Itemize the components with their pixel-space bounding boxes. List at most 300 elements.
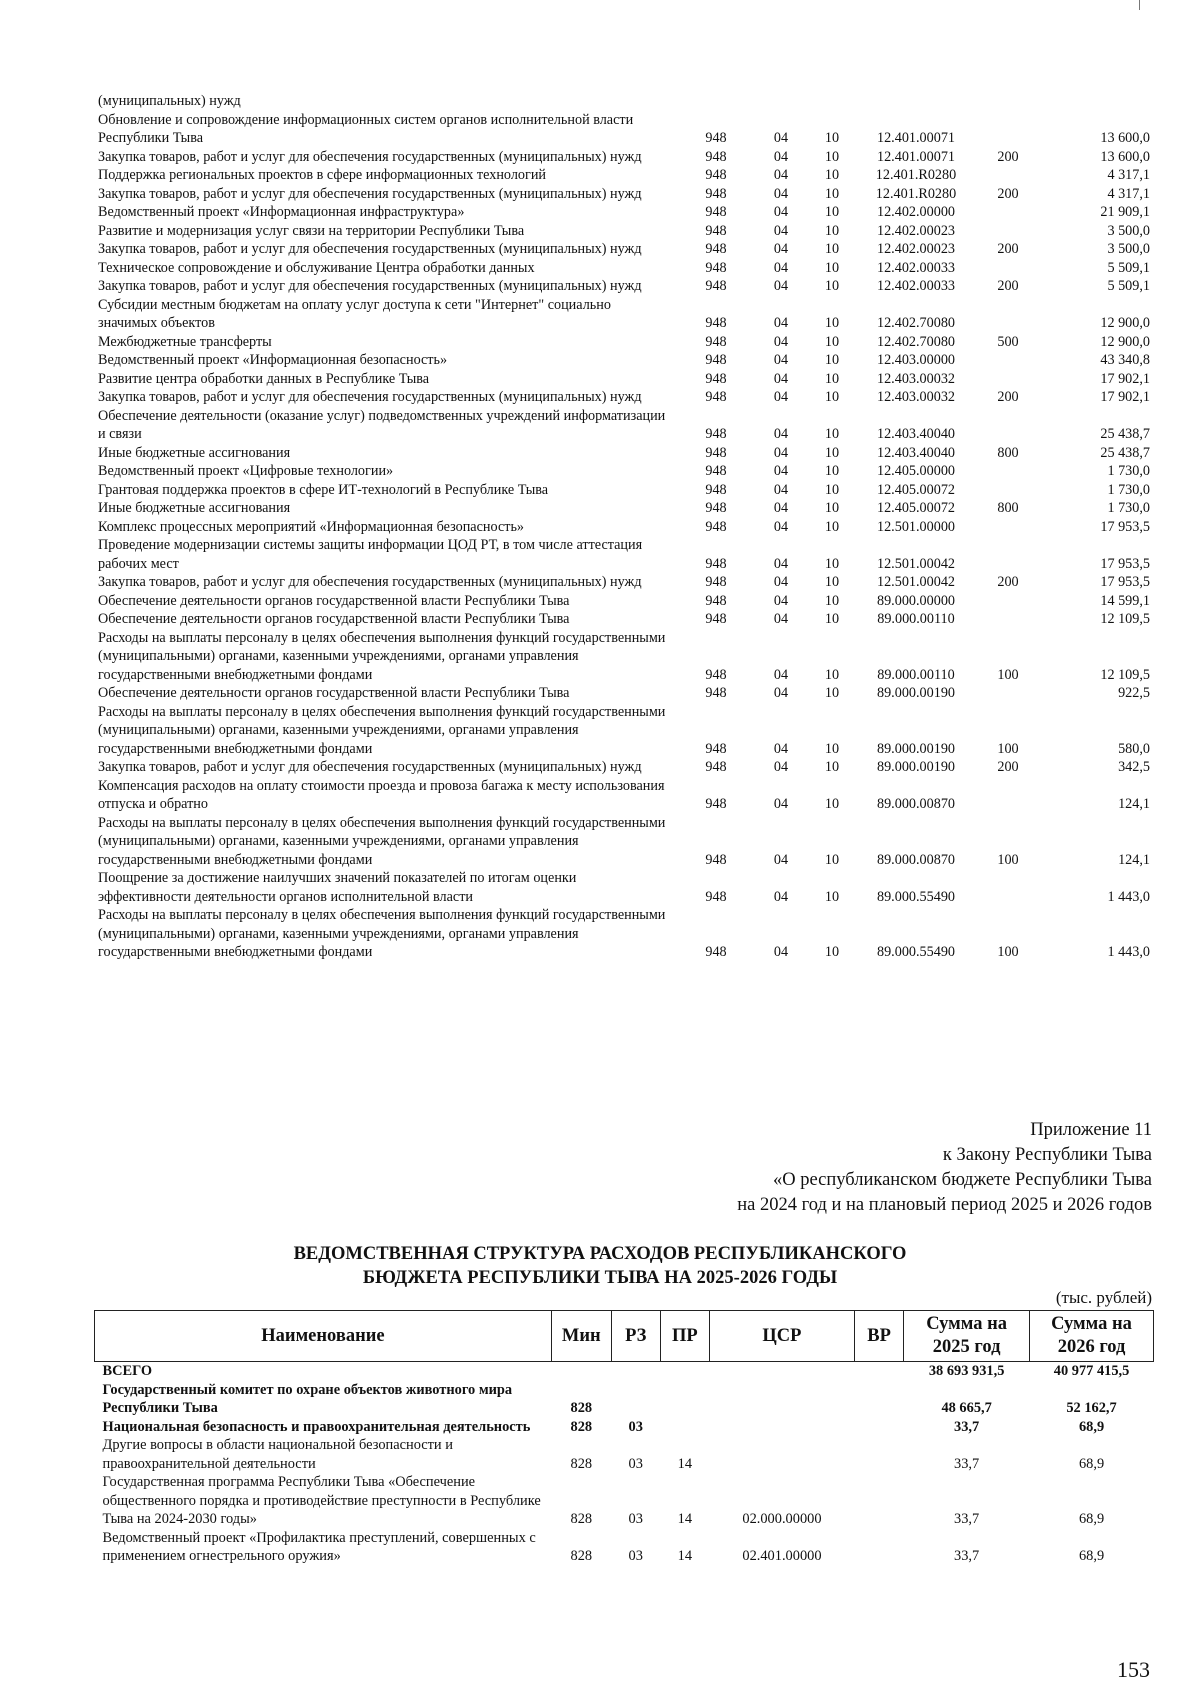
row-name: Закупка товаров, работ и услуг для обеспечения государственных (муниципальных) нужд (98, 759, 642, 775)
row-sum: 342,5 (1118, 759, 1150, 775)
row-sum-2025: 33,7 (954, 1455, 980, 1472)
row-sum: 17 902,1 (1100, 389, 1150, 405)
row-csr: 89.000.00190 (876, 685, 956, 701)
row-rz: 04 (773, 555, 789, 572)
header-sum-2026 (1030, 1311, 1154, 1362)
row-sum: 25 438,7 (1100, 444, 1150, 461)
row-rz: 03 (628, 1455, 643, 1472)
row-vr: 200 (997, 148, 1019, 165)
row-name: Обновление и сопровождение информационных систем органов исполнительной власти Республики Тыва (98, 111, 634, 146)
row-min: 948 (705, 204, 727, 220)
row-sum: 5 509,1 (1107, 278, 1150, 294)
row-vr (978, 203, 1038, 222)
row-vr (855, 1418, 904, 1437)
row-csr: 12.401.R0280 (875, 185, 957, 202)
header-name: Наименование (95, 1311, 552, 1362)
row-rz: 04 (773, 500, 789, 516)
table-row (95, 1418, 1154, 1437)
table-row (98, 333, 1150, 352)
header-sum-2026-line-1: Сумма на (1051, 1314, 1132, 1334)
row-sum: 13 600,0 (1100, 148, 1150, 165)
continuation-table-body (98, 92, 1150, 962)
row-csr: 12.402.00033 (876, 278, 956, 294)
row-sum: 3 500,0 (1107, 222, 1150, 239)
row-vr: 200 (997, 185, 1019, 202)
row-rz: 04 (773, 666, 789, 683)
row-rz: 04 (773, 740, 789, 757)
row-min: 948 (705, 685, 727, 701)
row-pr: 10 (824, 518, 840, 535)
row-name: (муниципальных) нужд (98, 93, 241, 109)
row-min: 828 (570, 1400, 593, 1416)
header-csr: ЦСР (709, 1311, 854, 1362)
table-row (95, 1473, 1154, 1529)
row-min: 948 (705, 389, 727, 405)
row-rz: 04 (773, 315, 789, 331)
row-csr: 12.402.00023 (876, 222, 956, 239)
row-min (551, 1362, 611, 1381)
row-name: Обеспечение деятельности органов государственной власти Республики Тыва (98, 592, 570, 609)
row-vr (978, 296, 1038, 333)
row-sum-2026: 52 162,7 (1066, 1400, 1117, 1416)
row-pr: 14 (677, 1511, 693, 1527)
row-min: 948 (705, 555, 727, 572)
row-rz: 03 (628, 1511, 643, 1527)
row-rz: 04 (773, 259, 789, 276)
row-csr: 89.000.00870 (876, 796, 956, 812)
row-csr: 12.402.70080 (876, 333, 956, 350)
table-row (98, 296, 1150, 333)
row-vr (978, 92, 1038, 111)
row-vr: 200 (997, 278, 1019, 294)
header-vr: ВР (855, 1311, 904, 1362)
row-name: Национальная безопасность и правоохранительная деятельность (102, 1418, 531, 1435)
row-vr (855, 1362, 904, 1381)
row-rz: 04 (773, 592, 789, 609)
row-csr: 12.401.00071 (876, 148, 956, 165)
row-min: 948 (705, 888, 727, 905)
row-pr: 10 (824, 315, 840, 331)
header-sum-2025 (904, 1311, 1030, 1362)
row-name: Закупка товаров, работ и услуг для обеспечения государственных (муниципальных) нужд (98, 148, 642, 165)
page-number: 153 (1117, 1657, 1150, 1682)
row-pr: 10 (824, 481, 840, 498)
row-pr: 10 (824, 278, 840, 294)
row-csr: 12.403.00032 (876, 389, 956, 405)
row-csr (709, 1418, 854, 1437)
budget-structure-table-body (95, 1362, 1154, 1566)
row-min: 948 (705, 370, 727, 387)
row-name: Обеспечение деятельности (оказание услуг) подведомственных учреждений информатизации и связи (98, 407, 666, 442)
row-vr (855, 1529, 904, 1566)
table-header-row (95, 1311, 1154, 1362)
row-min (680, 92, 752, 111)
row-rz: 04 (773, 278, 789, 294)
row-min: 948 (705, 352, 727, 368)
row-vr (978, 259, 1038, 278)
row-sum: 17 953,5 (1100, 518, 1150, 535)
row-sum: 1 730,0 (1107, 500, 1150, 516)
row-rz: 04 (773, 851, 789, 868)
row-pr: 10 (824, 148, 840, 165)
row-csr (854, 92, 978, 111)
row-sum: 25 438,7 (1100, 426, 1150, 442)
row-name: Грантовая поддержка проектов в сфере ИТ-технологий в Республике Тыва (98, 481, 549, 498)
table-row (98, 407, 1150, 444)
budget-structure-table (94, 1310, 1154, 1566)
table-row (98, 573, 1150, 592)
row-min: 948 (705, 463, 727, 479)
row-csr: 12.501.00042 (876, 574, 956, 590)
row-csr: 12.401.00071 (876, 130, 956, 146)
row-sum-2026: 40 977 415,5 (1053, 1363, 1130, 1379)
row-pr (660, 1381, 709, 1418)
row-name: Поддержка региональных проектов в сфере информационных технологий (98, 167, 547, 183)
row-pr: 10 (824, 204, 840, 220)
row-vr (978, 518, 1038, 537)
row-name: Компенсация расходов на оплату стоимости проезда и провоза багажа к месту использования отпуска и обратно (98, 777, 665, 812)
table-row (98, 388, 1150, 407)
table-row (98, 869, 1150, 906)
row-pr: 10 (824, 944, 840, 960)
table-row (98, 629, 1150, 685)
row-pr: 10 (824, 740, 840, 757)
row-sum: 17 902,1 (1100, 370, 1150, 387)
row-name: Иные бюджетные ассигнования (98, 444, 291, 461)
row-min: 828 (570, 1511, 593, 1527)
row-sum: 21 909,1 (1100, 204, 1150, 220)
row-pr: 10 (824, 500, 840, 516)
row-pr: 10 (824, 185, 840, 202)
row-pr: 10 (824, 370, 840, 387)
table-row (98, 259, 1150, 278)
row-name: Государственный комитет по охране объектов животного мира Республики Тыва (102, 1381, 513, 1416)
row-sum: 43 340,8 (1100, 352, 1150, 368)
row-name: ВСЕГО (102, 1363, 153, 1379)
row-min: 948 (705, 241, 727, 257)
row-vr: 200 (997, 574, 1019, 590)
row-vr: 200 (997, 241, 1019, 257)
row-vr (978, 407, 1038, 444)
row-sum-2025: 48 665,7 (941, 1400, 992, 1416)
row-csr: 02.000.00000 (742, 1511, 822, 1527)
header-rz: РЗ (611, 1311, 660, 1362)
row-sum: 12 900,0 (1100, 333, 1150, 350)
row-csr: 89.000.00000 (876, 592, 956, 609)
table-row (95, 1381, 1154, 1418)
header-sum-2025-line-2: 2025 год (932, 1337, 1001, 1357)
row-pr: 10 (824, 685, 840, 701)
row-sum: 14 599,1 (1100, 592, 1150, 609)
row-min: 948 (705, 611, 727, 627)
row-rz: 04 (773, 796, 789, 812)
row-name: Развитие центра обработки данных в Республике Тыва (98, 370, 430, 387)
table-row (95, 1436, 1154, 1473)
table-row (98, 610, 1150, 629)
table-row (98, 351, 1150, 370)
row-name: Закупка товаров, работ и услуг для обеспечения государственных (муниципальных) нужд (98, 389, 642, 405)
row-sum (1038, 92, 1150, 111)
row-csr: 12.405.00072 (876, 500, 956, 516)
header-pr: ПР (660, 1311, 709, 1362)
table-row (98, 684, 1150, 703)
row-pr: 10 (824, 426, 840, 442)
row-csr: 89.000.00110 (877, 611, 955, 627)
row-pr: 10 (824, 574, 840, 590)
row-name: Расходы на выплаты персоналу в целях обеспечения выполнения функций государственными (муниципальными) органами, казенными учреждениями, органами управления государственными внебюджетными фондами (98, 907, 666, 960)
row-csr: 12.405.00000 (876, 463, 956, 479)
row-csr (709, 1362, 854, 1381)
table-row (98, 203, 1150, 222)
row-vr (978, 462, 1038, 481)
row-pr: 10 (824, 389, 840, 405)
row-pr: 10 (824, 592, 840, 609)
row-name: Ведомственный проект «Информационная безопасность» (98, 352, 448, 368)
row-pr: 10 (824, 222, 840, 239)
row-sum: 5 509,1 (1107, 259, 1150, 276)
row-sum-2026: 68,9 (1078, 1511, 1105, 1527)
row-rz: 04 (773, 426, 789, 442)
row-name: Государственная программа Республики Тыва «Обеспечение общественного порядка и противодействие преступности в Республике Тыва на 2024-2030 годы» (102, 1474, 541, 1527)
title-line-2: БЮДЖЕТА РЕСПУБЛИКИ ТЫВА НА 2025-2026 ГОДЫ (362, 1268, 838, 1288)
row-vr (978, 592, 1038, 611)
row-rz (611, 1362, 660, 1381)
row-vr (978, 536, 1038, 573)
row-pr: 10 (824, 444, 840, 461)
row-csr: 89.000.00190 (876, 759, 956, 775)
row-csr: 89.000.00870 (876, 851, 956, 868)
row-rz: 04 (773, 241, 789, 257)
table-row (98, 111, 1150, 148)
row-rz: 04 (773, 518, 789, 535)
row-vr (978, 351, 1038, 370)
row-csr: 12.401.R0280 (875, 167, 957, 183)
header-sum-2026-line-2: 2026 год (1057, 1337, 1126, 1357)
row-sum: 1 443,0 (1107, 888, 1150, 905)
row-vr: 200 (997, 389, 1019, 405)
row-csr: 02.401.00000 (742, 1548, 822, 1564)
appendix-line-1: Приложение 11 (1030, 1120, 1152, 1140)
table-row (98, 185, 1150, 204)
table-row (98, 166, 1150, 185)
row-name: Обеспечение деятельности органов государственной власти Республики Тыва (98, 685, 570, 701)
row-min: 948 (705, 130, 727, 146)
row-name: Закупка товаров, работ и услуг для обеспечения государственных (муниципальных) нужд (98, 241, 642, 257)
row-min: 948 (705, 278, 727, 294)
row-name: Обеспечение деятельности органов государственной власти Республики Тыва (98, 611, 570, 627)
row-min: 948 (705, 740, 727, 757)
row-min: 948 (705, 592, 727, 609)
row-sum: 17 953,5 (1100, 574, 1150, 590)
row-min: 948 (705, 444, 727, 461)
row-vr: 500 (997, 333, 1019, 350)
row-pr: 10 (824, 851, 840, 868)
row-min: 948 (705, 426, 727, 442)
row-min: 948 (705, 574, 727, 590)
row-csr: 12.402.70080 (876, 315, 956, 331)
row-csr: 12.403.40040 (876, 426, 956, 442)
appendix-line-2: к Закону Республики Тыва (942, 1145, 1152, 1165)
row-rz: 04 (773, 463, 789, 479)
row-min: 948 (705, 481, 727, 498)
row-sum: 4 317,1 (1107, 167, 1150, 183)
row-name: Техническое сопровождение и обслуживание Центра обработки данных (98, 259, 535, 276)
row-sum-2026: 68,9 (1078, 1418, 1105, 1435)
row-vr (978, 869, 1038, 906)
row-rz: 04 (773, 370, 789, 387)
row-name: Расходы на выплаты персоналу в целях обеспечения выполнения функций государственными (муниципальными) органами, казенными учреждениями, органами управления государственными внебюджетными фондами (98, 629, 666, 683)
row-rz: 04 (773, 130, 789, 146)
row-csr: 89.000.00190 (876, 740, 956, 757)
row-vr (978, 610, 1038, 629)
table-row (98, 240, 1150, 259)
row-rz: 03 (628, 1418, 643, 1435)
row-csr: 12.403.40040 (876, 444, 956, 461)
row-pr (660, 1418, 709, 1437)
continuation-table (98, 92, 1150, 962)
table-row (98, 518, 1150, 537)
row-rz: 04 (773, 444, 789, 461)
row-vr (978, 777, 1038, 814)
table-row (98, 499, 1150, 518)
row-name: Комплекс процессных мероприятий «Информационная безопасность» (98, 518, 525, 535)
appendix-line-3: «О республиканском бюджете Республики Тыва (773, 1170, 1152, 1190)
row-pr: 10 (824, 463, 840, 479)
row-csr: 12.501.00000 (876, 518, 956, 535)
row-min: 948 (705, 222, 727, 239)
table-row (95, 1529, 1154, 1566)
table-row (98, 444, 1150, 463)
row-vr (978, 684, 1038, 703)
row-vr (855, 1436, 904, 1473)
row-csr: 12.402.00033 (876, 259, 956, 276)
appendix-reference (737, 1118, 1152, 1218)
row-csr: 12.403.00000 (876, 352, 956, 368)
units-label: (тыс. рублей) (1055, 1288, 1152, 1307)
row-name: Поощрение за достижение наилучших значений показателей по итогам оценки эффективности деятельности органов исполнительной власти (98, 870, 577, 905)
title-line-1: ВЕДОМСТВЕННАЯ СТРУКТУРА РАСХОДОВ РЕСПУБЛИКАНСКОГО (293, 1244, 907, 1264)
row-min: 828 (570, 1418, 593, 1435)
row-vr (978, 166, 1038, 185)
scan-mark (1139, 0, 1140, 10)
row-csr: 89.000.55490 (876, 944, 956, 960)
table-row (98, 481, 1150, 500)
row-name: Ведомственный проект «Информационная инфраструктура» (98, 204, 465, 220)
row-rz: 04 (773, 222, 789, 239)
table-row (98, 777, 1150, 814)
row-min: 948 (705, 148, 727, 165)
row-name: Другие вопросы в области национальной безопасности и правоохранительной деятельности (102, 1437, 453, 1472)
row-name: Проведение модернизации системы защиты информации ЦОД РТ, в том числе аттестация рабочих мест (98, 537, 643, 572)
row-min: 828 (570, 1455, 593, 1472)
table-row (98, 536, 1150, 573)
row-pr: 10 (824, 352, 840, 368)
row-min: 948 (705, 167, 727, 183)
row-rz: 04 (773, 944, 789, 960)
table-row (98, 703, 1150, 759)
table-row (98, 592, 1150, 611)
row-name: Развитие и модернизация услуг связи на территории Республики Тыва (98, 222, 525, 239)
row-csr: 89.000.00110 (877, 666, 955, 683)
row-pr: 10 (824, 666, 840, 683)
row-pr: 10 (824, 130, 840, 146)
row-sum-2025: 33,7 (954, 1418, 980, 1435)
document-title (0, 1242, 1200, 1290)
row-name: Субсидии местным бюджетам на оплату услуг доступа к сети "Интернет" социально значимых объектов (98, 296, 611, 331)
row-csr (709, 1436, 854, 1473)
row-min: 948 (705, 518, 727, 535)
table-row (98, 148, 1150, 167)
row-sum: 124,1 (1118, 851, 1150, 868)
row-sum-2026: 68,9 (1078, 1548, 1105, 1564)
row-rz: 04 (773, 481, 789, 498)
row-name: Закупка товаров, работ и услуг для обеспечения государственных (муниципальных) нужд (98, 574, 642, 590)
row-sum: 922,5 (1118, 685, 1150, 701)
row-csr: 12.403.00032 (876, 370, 956, 387)
row-min: 948 (705, 851, 727, 868)
row-sum: 4 317,1 (1107, 185, 1150, 202)
row-vr: 100 (997, 666, 1019, 683)
row-rz: 04 (773, 759, 789, 775)
row-sum: 1 443,0 (1107, 944, 1150, 960)
row-vr: 800 (997, 500, 1019, 516)
row-rz: 04 (773, 888, 789, 905)
row-min: 948 (705, 333, 727, 350)
row-rz: 04 (773, 204, 789, 220)
row-min: 948 (705, 185, 727, 202)
row-vr: 800 (997, 444, 1019, 461)
row-sum: 12 109,5 (1100, 666, 1150, 683)
row-vr (855, 1473, 904, 1529)
row-pr: 10 (824, 259, 840, 276)
row-pr (810, 92, 854, 111)
row-pr: 10 (824, 759, 840, 775)
row-sum: 1 730,0 (1107, 463, 1150, 479)
row-vr (978, 111, 1038, 148)
row-name: Расходы на выплаты персоналу в целях обеспечения выполнения функций государственными (муниципальными) органами, казенными учреждениями, органами управления государственными внебюджетными фондами (98, 814, 666, 868)
table-row (98, 277, 1150, 296)
row-rz: 04 (773, 333, 789, 350)
table-row (95, 1362, 1154, 1381)
table-row (98, 370, 1150, 389)
row-min: 948 (705, 666, 727, 683)
row-pr: 10 (824, 333, 840, 350)
row-rz: 04 (773, 167, 789, 183)
row-rz: 04 (773, 685, 789, 701)
row-sum-2026: 68,9 (1078, 1455, 1105, 1472)
row-name: Закупка товаров, работ и услуг для обеспечения государственных (муниципальных) нужд (98, 185, 642, 202)
row-vr: 100 (997, 944, 1019, 960)
row-sum: 580,0 (1118, 740, 1150, 757)
row-name: Иные бюджетные ассигнования (98, 500, 291, 516)
appendix-line-4: на 2024 год и на плановый период 2025 и 2026 годов (737, 1195, 1152, 1215)
row-rz: 04 (773, 389, 789, 405)
row-rz: 04 (773, 611, 789, 627)
row-vr (855, 1381, 904, 1418)
row-min: 948 (705, 944, 727, 960)
row-name: Межбюджетные трансферты (98, 333, 272, 350)
row-csr: 12.405.00072 (876, 481, 956, 498)
row-min: 948 (705, 259, 727, 276)
row-pr (660, 1362, 709, 1381)
table-row (98, 814, 1150, 870)
header-min: Мин (551, 1311, 611, 1362)
row-vr (978, 222, 1038, 241)
row-sum: 12 109,5 (1100, 611, 1150, 627)
row-rz: 04 (773, 574, 789, 590)
row-name: Закупка товаров, работ и услуг для обеспечения государственных (муниципальных) нужд (98, 278, 642, 294)
row-name: Ведомственный проект «Профилактика преступлений, совершенных с применением огнестрельного оружия» (102, 1529, 536, 1564)
